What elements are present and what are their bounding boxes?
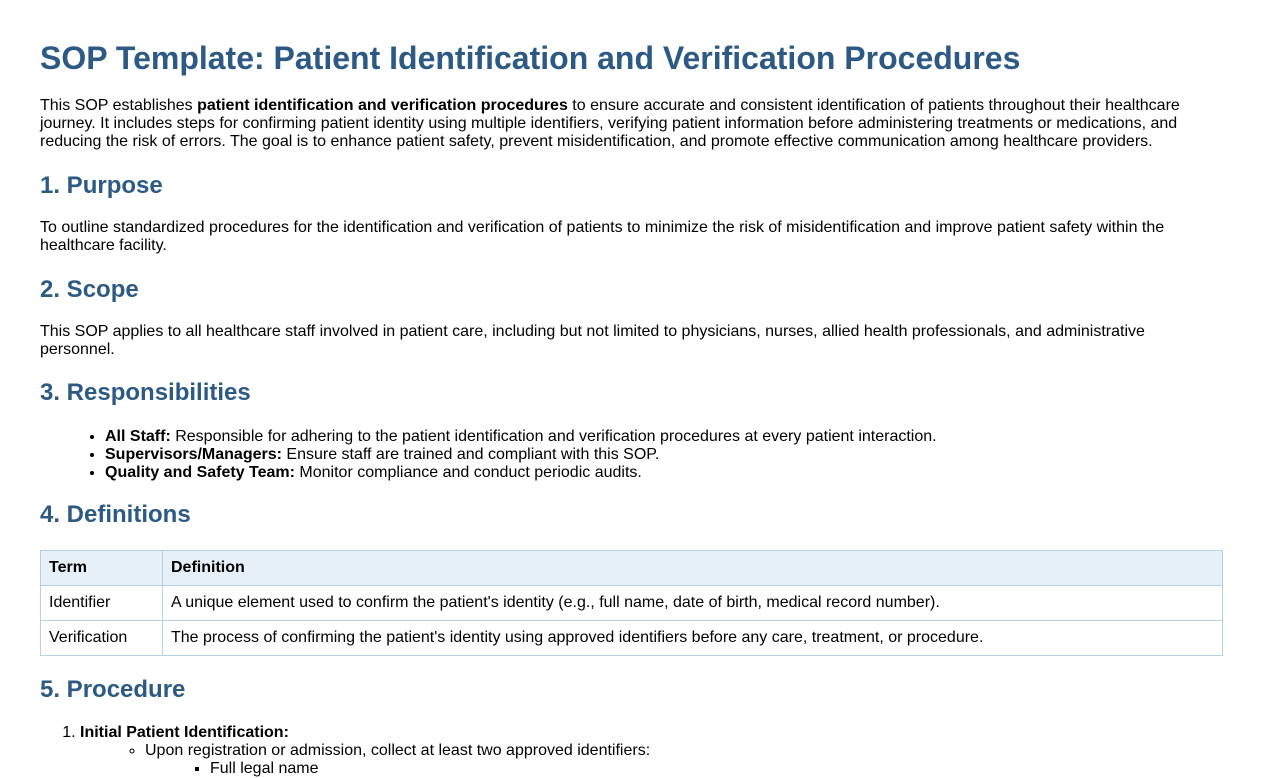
term-cell: Identifier (41, 586, 163, 621)
role-label: Supervisors/Managers: (105, 446, 282, 463)
definitions-heading: 4. Definitions (40, 501, 191, 528)
scope-heading: 2. Scope (40, 276, 139, 303)
definition-cell: A unique element used to confirm the patient's identity (e.g., full name, date of birth, medical record number). (163, 586, 1223, 621)
procedure-step (80, 724, 650, 778)
list-item (105, 464, 937, 482)
intro-paragraph (40, 97, 1200, 151)
intro-text-bold: patient identification and verification procedures (197, 97, 568, 114)
list-item (105, 446, 937, 464)
procedure-list (80, 724, 650, 778)
definitions-table (40, 550, 1223, 656)
term-cell: Verification (41, 621, 163, 656)
list-item (105, 428, 937, 446)
role-label: Quality and Safety Team: (105, 464, 295, 481)
step-title: Initial Patient Identification: (80, 724, 289, 741)
role-label: All Staff: (105, 428, 171, 445)
table-header-row (41, 551, 1223, 586)
scope-text: This SOP applies to all healthcare staff involved in patient care, including but not limited to physicians, nurses, allied health professionals, and administrative personnel. (40, 323, 1145, 358)
column-header-term: Term (41, 551, 163, 586)
definition-cell: The process of confirming the patient's identity using approved identifiers before any care, treatment, or procedure. (163, 621, 1223, 656)
role-description: Responsible for adhering to the patient identification and verification procedures at every patient interaction. (170, 428, 937, 445)
list-item: ▪ Full legal name (210, 760, 650, 778)
responsibilities-list (105, 428, 937, 482)
step-sublist (80, 742, 650, 778)
purpose-text: To outline standardized procedures for the identification and verification of patients to minimize the risk of misidentification and improve patient safety within the healthcare facility. (40, 219, 1165, 254)
role-description: Monitor compliance and conduct periodic audits. (294, 464, 642, 481)
list-item (145, 742, 650, 778)
step-subsublist (145, 760, 650, 778)
intro-text-after: to ensure accurate and consistent identification of patients throughout their healthcare journey. It includes steps for confirming patient identity using multiple identifiers, verifying patient information before administering treatments or medications, and reducing the risk of errors. The goal is to enhance patient safety, prevent misidentification, and promote effective communication among healthcare providers. (40, 97, 1180, 150)
table-row (41, 586, 1223, 621)
page-title: SOP Template: Patient Identification and Verification Procedures (40, 40, 1021, 76)
role-description: Ensure staff are trained and compliant with this SOP. (281, 446, 660, 463)
purpose-heading: 1. Purpose (40, 172, 163, 199)
table-row (41, 621, 1223, 656)
step-subitem-text: Upon registration or admission, collect at least two approved identifiers: (145, 742, 651, 759)
responsibilities-heading: 3. Responsibilities (40, 379, 251, 406)
column-header-definition: Definition (163, 551, 1223, 586)
procedure-heading: 5. Procedure (40, 676, 186, 703)
intro-text-before: This SOP establishes (40, 97, 198, 114)
